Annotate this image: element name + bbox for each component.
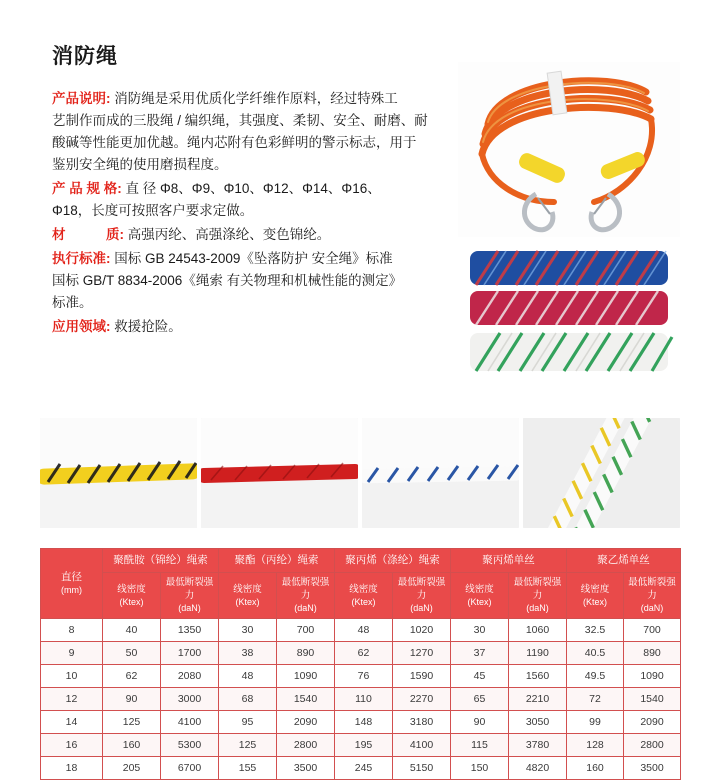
cell: 3050 bbox=[509, 711, 567, 734]
cell: 2090 bbox=[624, 711, 681, 734]
product-description-block bbox=[52, 88, 452, 340]
table-subheader-1-density bbox=[103, 573, 161, 619]
subheader-unit: (daN) bbox=[410, 603, 433, 613]
table-row bbox=[41, 711, 681, 734]
table-header-group-2: 聚酯（丙纶）绳索 bbox=[219, 549, 335, 573]
specification-table bbox=[40, 548, 681, 780]
cell: 90 bbox=[103, 688, 161, 711]
cell: 5150 bbox=[393, 757, 451, 780]
cell: 4820 bbox=[509, 757, 567, 780]
cell: 700 bbox=[624, 619, 681, 642]
cell: 14 bbox=[41, 711, 103, 734]
table-subheader-1-strength bbox=[161, 573, 219, 619]
cell: 18 bbox=[41, 757, 103, 780]
cell: 40.5 bbox=[567, 642, 624, 665]
table-header-diameter bbox=[41, 549, 103, 619]
table-subheader-5-strength bbox=[624, 573, 681, 619]
cell: 72 bbox=[567, 688, 624, 711]
cell: 99 bbox=[567, 711, 624, 734]
cell: 40 bbox=[103, 619, 161, 642]
subheader-unit: (daN) bbox=[640, 603, 664, 613]
cell: 2090 bbox=[277, 711, 335, 734]
cell: 1060 bbox=[509, 619, 567, 642]
cell: 62 bbox=[103, 665, 161, 688]
cell: 3000 bbox=[161, 688, 219, 711]
rope-coil-illustration bbox=[458, 62, 680, 237]
subheader-unit: (Ktex) bbox=[351, 596, 376, 607]
table-header-group-3: 聚丙烯（涤纶）绳索 bbox=[335, 549, 451, 573]
subheader-unit: (Ktex) bbox=[582, 596, 607, 607]
cell: 125 bbox=[103, 711, 161, 734]
spec-row-specification bbox=[52, 178, 452, 222]
cell: 45 bbox=[451, 665, 509, 688]
subheader-unit: (daN) bbox=[294, 603, 317, 613]
spec-row-description bbox=[52, 88, 452, 176]
cell: 37 bbox=[451, 642, 509, 665]
closeup-photo-yellow-black bbox=[40, 418, 197, 528]
cell: 245 bbox=[335, 757, 393, 780]
spec-label-material: 材 质: bbox=[52, 227, 124, 242]
cell: 1560 bbox=[509, 665, 567, 688]
table-subheader-4-strength bbox=[509, 573, 567, 619]
subheader-name: 线密度 bbox=[117, 583, 146, 595]
table-header-row-subs bbox=[41, 573, 681, 619]
spec-cont-standard-2: 标准。 bbox=[52, 295, 93, 310]
cell: 1270 bbox=[393, 642, 451, 665]
cell: 95 bbox=[219, 711, 277, 734]
twisted-rope-pair-illustration bbox=[523, 418, 680, 528]
table-header-group-4: 聚丙烯单丝 bbox=[451, 549, 567, 573]
cell: 4100 bbox=[161, 711, 219, 734]
cell: 890 bbox=[277, 642, 335, 665]
specification-table-wrap bbox=[40, 548, 680, 780]
cell: 890 bbox=[624, 642, 681, 665]
cell: 110 bbox=[335, 688, 393, 711]
cell: 125 bbox=[219, 734, 277, 757]
cell: 2080 bbox=[161, 665, 219, 688]
table-subheader-5-density bbox=[567, 573, 624, 619]
cell: 30 bbox=[451, 619, 509, 642]
cell: 5300 bbox=[161, 734, 219, 757]
spec-label-description: 产品说明: bbox=[52, 91, 111, 106]
subheader-unit: (Ktex) bbox=[235, 596, 260, 607]
subheader-name: 最低断裂强力 bbox=[513, 577, 562, 601]
table-subheader-2-density bbox=[219, 573, 277, 619]
subheader-name: 最低断裂强力 bbox=[165, 577, 214, 601]
cell: 49.5 bbox=[567, 665, 624, 688]
closeup-photo-red bbox=[201, 418, 358, 528]
cell: 6700 bbox=[161, 757, 219, 780]
cell: 48 bbox=[219, 665, 277, 688]
spec-cont-description-2: 酸碱等性能更加优越。绳内芯附有色彩鲜明的警示标志，用于 bbox=[52, 135, 417, 150]
cell: 65 bbox=[451, 688, 509, 711]
cell: 1540 bbox=[624, 688, 681, 711]
table-header-group-1: 聚酰胺（锦纶）绳索 bbox=[103, 549, 219, 573]
cell: 3500 bbox=[277, 757, 335, 780]
cell: 2800 bbox=[277, 734, 335, 757]
cell: 12 bbox=[41, 688, 103, 711]
cell: 128 bbox=[567, 734, 624, 757]
table-header-diameter-label: 直径 bbox=[61, 570, 82, 583]
page-title: 消防绳 bbox=[52, 45, 118, 68]
cell: 30 bbox=[219, 619, 277, 642]
cell: 50 bbox=[103, 642, 161, 665]
cell: 32.5 bbox=[567, 619, 624, 642]
rope-hanks-illustration bbox=[458, 245, 680, 385]
cell: 205 bbox=[103, 757, 161, 780]
spec-label-specification: 产 品 规 格: bbox=[52, 181, 122, 196]
table-row bbox=[41, 734, 681, 757]
cell: 1540 bbox=[277, 688, 335, 711]
subheader-name: 最低断裂强力 bbox=[397, 577, 446, 601]
subheader-unit: (Ktex) bbox=[119, 596, 144, 607]
subheader-name: 线密度 bbox=[349, 583, 378, 595]
cell: 148 bbox=[335, 711, 393, 734]
subheader-name: 线密度 bbox=[580, 583, 610, 595]
spec-value-standard: 国标 GB 24543-2009《坠落防护 安全绳》标准 bbox=[114, 251, 393, 266]
table-body bbox=[41, 619, 681, 780]
cell: 1090 bbox=[277, 665, 335, 688]
cell: 3500 bbox=[624, 757, 681, 780]
cell: 150 bbox=[451, 757, 509, 780]
table-subheader-2-strength bbox=[277, 573, 335, 619]
cell: 38 bbox=[219, 642, 277, 665]
spec-row-material bbox=[52, 224, 452, 246]
table-header-row-groups bbox=[41, 549, 681, 573]
table-row bbox=[41, 665, 681, 688]
table-row bbox=[41, 688, 681, 711]
yellow-black-rope-illustration bbox=[40, 418, 197, 528]
cell: 1590 bbox=[393, 665, 451, 688]
spec-value-specification: 直 径 Φ8、Φ9、Φ10、Φ12、Φ14、Φ16、 bbox=[125, 181, 381, 196]
subheader-unit: (daN) bbox=[178, 603, 201, 613]
table-row bbox=[41, 757, 681, 780]
red-rope-illustration bbox=[201, 418, 358, 528]
cell: 160 bbox=[567, 757, 624, 780]
cell: 62 bbox=[335, 642, 393, 665]
spec-value-description: 消防绳是采用优质化学纤维作原料，经过特殊工 bbox=[114, 91, 398, 106]
cell: 2270 bbox=[393, 688, 451, 711]
cell: 16 bbox=[41, 734, 103, 757]
spec-value-application: 救援抢险。 bbox=[114, 319, 182, 334]
cell: 1190 bbox=[509, 642, 567, 665]
product-photo-rope-coil bbox=[458, 62, 680, 237]
table-row bbox=[41, 642, 681, 665]
table-subheader-3-strength bbox=[393, 573, 451, 619]
cell: 3780 bbox=[509, 734, 567, 757]
cell: 90 bbox=[451, 711, 509, 734]
cell: 10 bbox=[41, 665, 103, 688]
table-head bbox=[41, 549, 681, 619]
spec-value-material: 高强丙纶、高强涤纶、变色锦纶。 bbox=[127, 227, 331, 242]
closeup-photo-blue-white bbox=[362, 418, 519, 528]
subheader-name: 线密度 bbox=[465, 583, 494, 595]
cell: 2800 bbox=[624, 734, 681, 757]
subheader-unit: (Ktex) bbox=[467, 596, 492, 607]
cell: 2210 bbox=[509, 688, 567, 711]
cell: 9 bbox=[41, 642, 103, 665]
cell: 1090 bbox=[624, 665, 681, 688]
spec-cont-standard-1: 国标 GB/T 8834-2006《绳索 有关物理和机械性能的测定》 bbox=[52, 273, 403, 288]
cell: 115 bbox=[451, 734, 509, 757]
cell: 68 bbox=[219, 688, 277, 711]
spec-row-standard bbox=[52, 248, 452, 314]
spec-label-standard: 执行标准: bbox=[52, 251, 111, 266]
table-row bbox=[41, 619, 681, 642]
table-header-group-5: 聚乙烯单丝 bbox=[567, 549, 681, 573]
blue-white-rope-illustration bbox=[362, 418, 519, 528]
cell: 3180 bbox=[393, 711, 451, 734]
subheader-name: 最低断裂强力 bbox=[281, 577, 330, 601]
cell: 1020 bbox=[393, 619, 451, 642]
product-photo-rope-hanks bbox=[458, 245, 680, 385]
cell: 1700 bbox=[161, 642, 219, 665]
cell: 48 bbox=[335, 619, 393, 642]
cell: 700 bbox=[277, 619, 335, 642]
table-header-diameter-unit: (mm) bbox=[61, 584, 82, 595]
cell: 76 bbox=[335, 665, 393, 688]
cell: 1350 bbox=[161, 619, 219, 642]
cell: 8 bbox=[41, 619, 103, 642]
cell: 155 bbox=[219, 757, 277, 780]
table-subheader-3-density bbox=[335, 573, 393, 619]
subheader-name: 最低断裂强力 bbox=[628, 577, 676, 601]
spec-cont-description-1: 艺制作而成的三股绳 / 编织绳，其强度、柔韧、安全、耐磨、耐 bbox=[52, 113, 428, 128]
table-subheader-4-density bbox=[451, 573, 509, 619]
cell: 4100 bbox=[393, 734, 451, 757]
subheader-unit: (daN) bbox=[526, 603, 549, 613]
subheader-name: 线密度 bbox=[233, 583, 262, 595]
cell: 160 bbox=[103, 734, 161, 757]
cell: 195 bbox=[335, 734, 393, 757]
spec-label-application: 应用领域: bbox=[52, 319, 111, 334]
spec-cont-specification-1: Φ18，长度可按照客户要求定做。 bbox=[52, 203, 254, 218]
closeup-photo-twisted-pair bbox=[523, 418, 680, 528]
spec-cont-description-3: 鉴别安全绳的使用磨损程度。 bbox=[52, 157, 228, 172]
closeup-photo-strip bbox=[40, 418, 680, 528]
spec-row-application bbox=[52, 316, 452, 338]
